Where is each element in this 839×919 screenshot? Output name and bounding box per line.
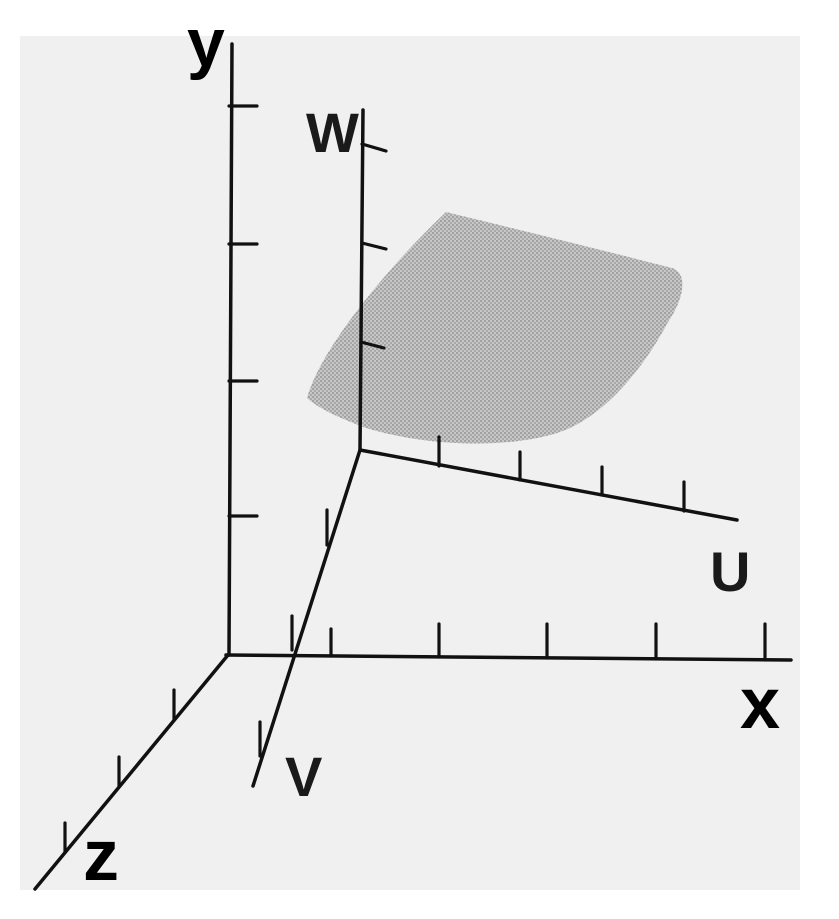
paper-background	[20, 36, 800, 890]
v-axis-label: V	[285, 745, 323, 808]
z-axis-label: z	[83, 816, 119, 896]
w-axis-label: W	[306, 101, 359, 164]
y-axis-label: y	[187, 5, 225, 81]
u-axis-label: U	[710, 540, 751, 603]
x-axis-label: x	[740, 664, 781, 744]
